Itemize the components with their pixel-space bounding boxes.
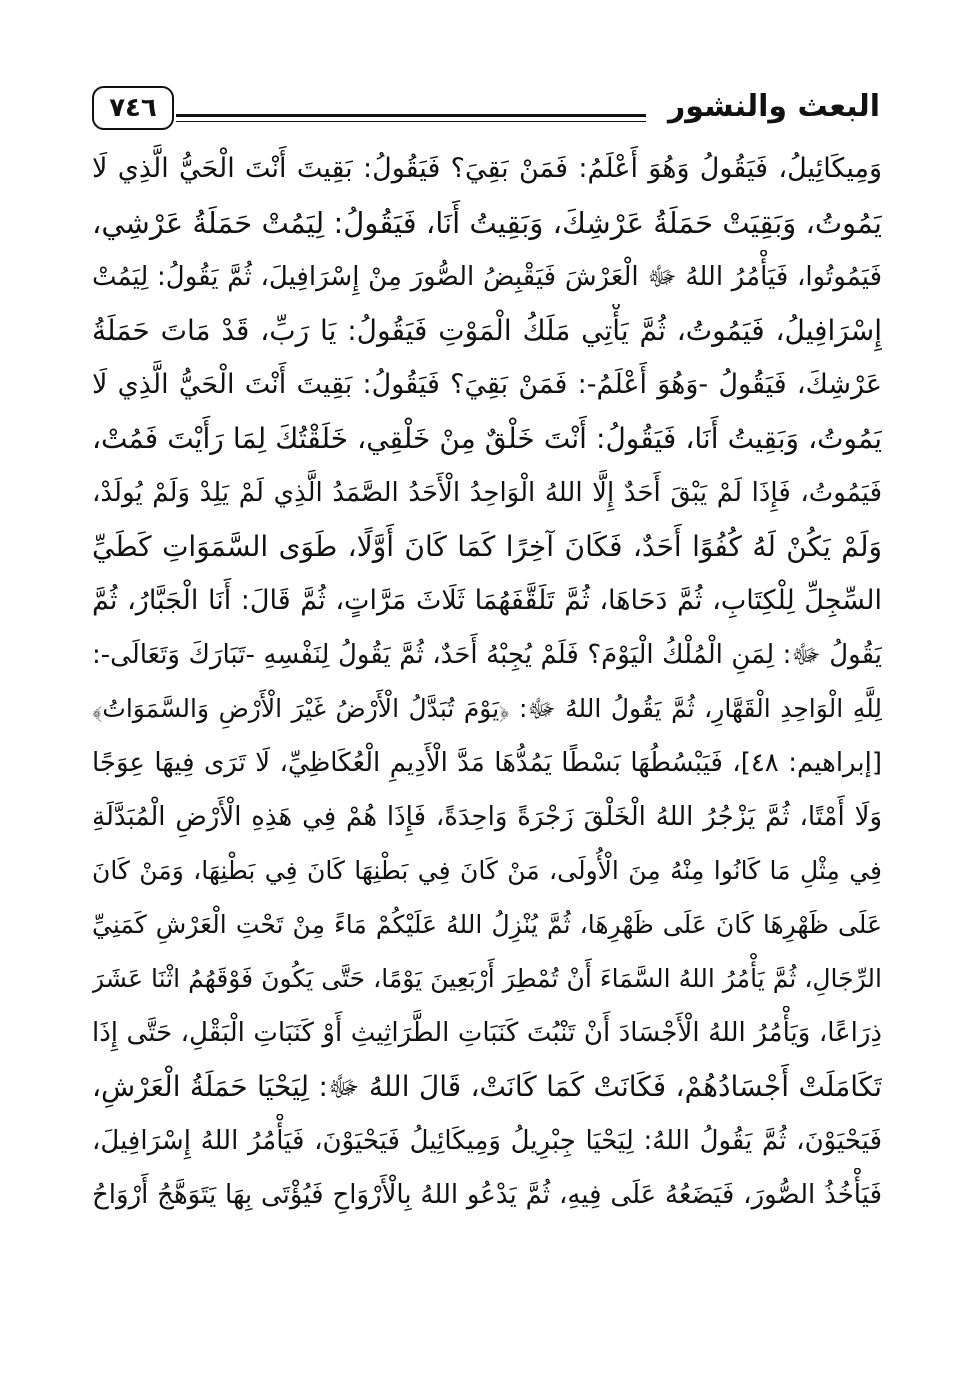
running-head-title: البعث والنشور	[668, 89, 880, 124]
text-line: يَمُوتُ، وَبَقِيتُ أَنَا، فَيَقُولُ: أَنْتَ خَلْقٌ مِنْ خَلْقِي، خَلَقْتُكَ لِمَا رَأَيْتَ فَمُتْ،	[92, 422, 882, 455]
page-number: ٧٤٦	[92, 86, 174, 130]
text-line: وَلَا أَمْتًا، ثُمَّ يَزْجُرُ اللهُ الْخَلْقَ زَجْرَةً وَاحِدَةً، فَإِذَا هُمْ فِي هَذِهِ الْأَرْضِ الْمُبَدَّلَةِ	[92, 802, 882, 832]
text-line: عَرْشِكَ، فَيَقُولُ -وَهُوَ أَعْلَمُ-: فَمَنْ بَقِيَ؟ فَيَقُولُ: بَقِيتَ أَنْتَ الْحَيُّ الَّذِي لَا	[92, 369, 882, 400]
text-line: عَلَى ظَهْرِهَا كَانَ عَلَى ظَهْرِهَا، ثُمَّ يُنْزِلُ اللهُ عَلَيْكُمْ مَاءً مِنْ تَحْتِ الْعَرْشِ كَمَنِيِّ	[92, 910, 882, 939]
citation-line: [إبراهيم: ٤٨]، فَيَبْسُطُهَا بَسْطًا يَمُدُّهَا مَدَّ الْأَدِيمِ الْعُكَاظِيِّ، لَا تَرَى فِيهَا عِوَجًا	[92, 748, 882, 778]
quran-verse-line: لِلَّهِ الْوَاحِدِ الْقَهَّارِ، ثُمَّ يَقُولُ اللهُ ﷻ: ﴿يَوْمَ تُبَدَّلُ الْأَرْضُ غَيْرَ الْأَرْضِ وَالسَّمَوَاتُ﴾	[92, 694, 882, 723]
text-line: فَيَأْخُذُ الصُّورَ، فَيَضَعُهُ عَلَى فِيهِ، ثُمَّ يَدْعُو اللهُ بِالْأَرْوَاحِ فَيُؤْتَى بِهَا يَتَوَهَّجُ أَرْوَاحُ	[92, 1180, 882, 1210]
text-line: فَيَمُوتُوا، فَيَأْمُرُ اللهُ ﷻ الْعَرْشَ فَيَقْبِضُ الصُّورَ مِنْ إِسْرَافِيلَ، ثُمَّ يَقُولُ: لِيَمُتْ	[92, 262, 882, 292]
text-line: الرِّجَالِ، ثُمَّ يَأْمُرُ اللهُ السَّمَاءَ أَنْ تُمْطِرَ أَرْبَعِينَ يَوْمًا، حَتَّى يَكُونَ فَوْقَهُمُ اثْنَا عَشَرَ	[92, 964, 882, 993]
text-line: السِّجِلِّ لِلْكِتَابِ، ثُمَّ دَحَاهَا، ثُمَّ تَلَقَّفَهُمَا ثَلَاثَ مَرَّاتٍ، ثُمَّ قَالَ: أَنَا الْجَبَّارُ، ثُمَّ	[92, 585, 882, 616]
text-line: يَمُوتُ، وَبَقِيَتْ حَمَلَةُ عَرْشِكَ، وَبَقِيتُ أَنَا، فَيَقُولُ: لِيَمُتْ حَمَلَةُ عَرْشِي،	[92, 206, 882, 240]
text-line: فِي مِثْلِ مَا كَانُوا مِنْهُ مِنَ الْأُولَى، مَنْ كَانَ فِي بَطْنِهَا كَانَ فِي بَطْنِهَا، وَمَنْ كَانَ	[92, 856, 882, 885]
text-line: وَمِيكَائِيلُ، فَيَقُولُ وَهُوَ أَعْلَمُ: فَمَنْ بَقِيَ؟ فَيَقُولُ: بَقِيتَ أَنْتَ الْحَيُّ الَّذِي لَا	[92, 153, 882, 184]
text-line: يَقُولُ ﷻ: لِمَنِ الْمُلْكُ الْيَوْمَ؟ فَلَمْ يُجِبْهُ أَحَدٌ، ثُمَّ يَقُولُ لِنَفْسِهِ -تَبَارَكَ وَتَعَالَى-:	[92, 640, 882, 670]
body-text	[92, 142, 882, 1222]
header-rule	[176, 114, 646, 117]
text-line: ذِرَاعًا، وَيَأْمُرُ اللهُ الْأَجْسَادَ أَنْ تَنْبُتَ كَنَبَاتِ الطَّرَاثِيثِ أَوْ كَنَبَاتِ الْبَقْلِ، حَتَّى إِذَا	[92, 1018, 882, 1048]
header-rule-thin	[176, 121, 646, 122]
text-line: وَلَمْ يَكُنْ لَهُ كُفُوًا أَحَدٌ، فَكَانَ آخِرًا كَمَا كَانَ أَوَّلًا، طَوَى السَّمَوَاتِ كَطَيِّ	[92, 530, 882, 563]
text-line: إِسْرَافِيلُ، فَيَمُوتُ، ثُمَّ يَأْتِي مَلَكُ الْمَوْتِ فَيَقُولُ: يَا رَبِّ، قَدْ مَاتَ حَمَلَةُ	[92, 314, 882, 347]
text-line: تَكَامَلَتْ أَجْسَادُهُمْ، فَكَانَتْ كَمَا كَانَتْ، قَالَ اللهُ ﷻ: لِيَحْيَا حَمَلَةُ الْعَرْشِ،	[92, 1070, 882, 1103]
text-line: فَيَحْيَوْنَ، ثُمَّ يَقُولُ اللهُ: لِيَحْيَا جِبْرِيلُ وَمِيكَائِيلُ فَيَحْيَوْنَ، فَيَأْمُرُ اللهُ إِسْرَافِيلَ،	[92, 1126, 882, 1156]
text-line: فَيَمُوتُ، فَإِذَا لَمْ يَبْقَ أَحَدٌ إِلَّا اللهُ الْوَاحِدُ الْأَحَدُ الصَّمَدُ الَّذِي لَمْ يَلِدْ وَلَمْ يُولَدْ،	[92, 478, 882, 508]
